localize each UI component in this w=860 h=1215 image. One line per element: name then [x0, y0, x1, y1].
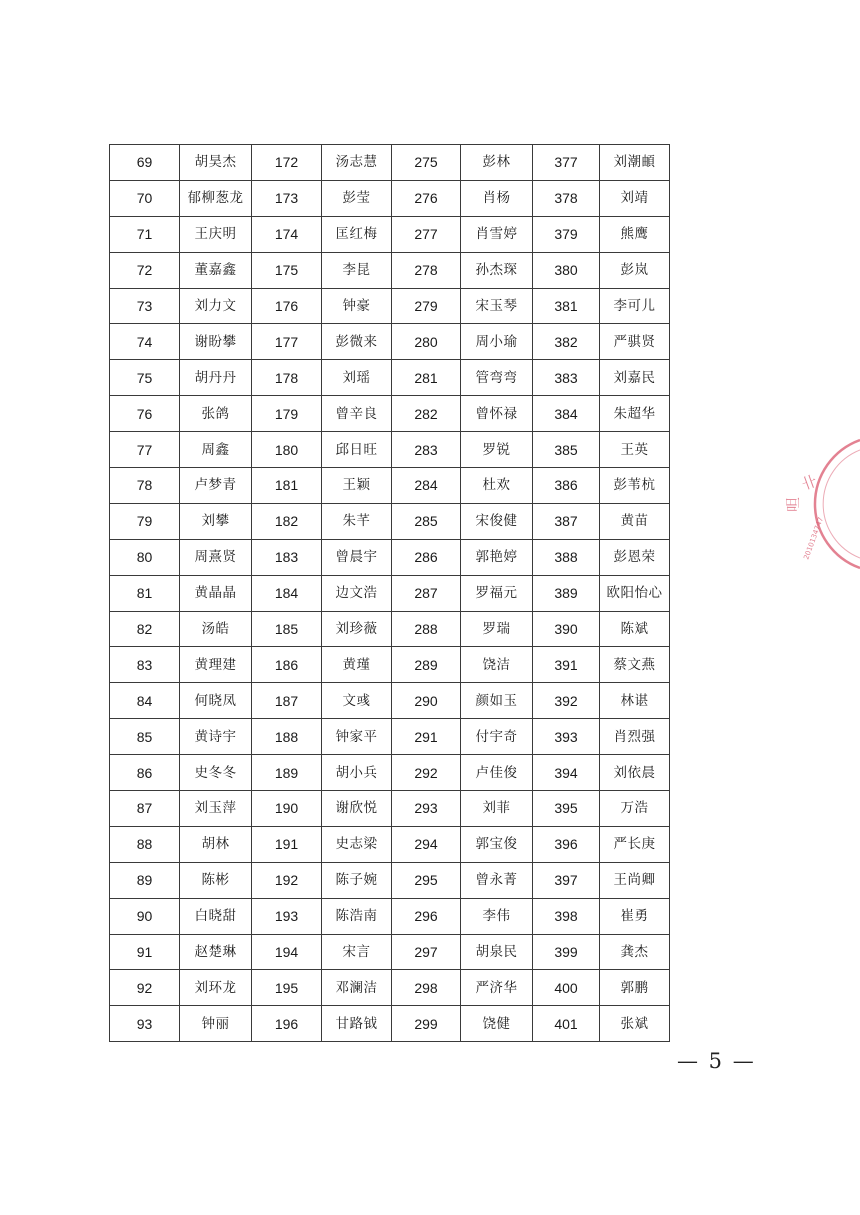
name-cell: 彭微来	[322, 324, 392, 360]
row-number-cell: 187	[252, 683, 322, 719]
name-cell: 王庆明	[180, 216, 252, 252]
table-row	[110, 503, 670, 539]
name-cell: 文彧	[322, 683, 392, 719]
name-cell: 刘嘉民	[600, 360, 670, 396]
row-number-cell: 299	[392, 1006, 461, 1042]
table-row	[110, 396, 670, 432]
name-cell: 边文浩	[322, 575, 392, 611]
row-number-cell: 180	[252, 432, 322, 468]
row-number-cell: 92	[110, 970, 180, 1006]
row-number-cell: 298	[392, 970, 461, 1006]
row-number-cell: 394	[533, 755, 600, 791]
name-cell: 黄理建	[180, 647, 252, 683]
name-cell: 邱日旺	[322, 432, 392, 468]
name-cell: 陈子婉	[322, 862, 392, 898]
row-number-cell: 179	[252, 396, 322, 432]
table-row	[110, 1006, 670, 1042]
row-number-cell: 80	[110, 539, 180, 575]
name-cell: 汤志慧	[322, 145, 392, 181]
row-number-cell: 172	[252, 145, 322, 181]
table-row	[110, 683, 670, 719]
row-number-cell: 283	[392, 432, 461, 468]
name-cell: 胡丹丹	[180, 360, 252, 396]
svg-text:卝: 卝	[799, 471, 820, 494]
row-number-cell: 88	[110, 826, 180, 862]
name-cell: 邓澜洁	[322, 970, 392, 1006]
table-row	[110, 970, 670, 1006]
name-cell: 曾永菁	[461, 862, 533, 898]
roster-table	[109, 144, 670, 1042]
row-number-cell: 285	[392, 503, 461, 539]
name-cell: 刘攀	[180, 503, 252, 539]
row-number-cell: 191	[252, 826, 322, 862]
table-row	[110, 898, 670, 934]
name-cell: 颜如玉	[461, 683, 533, 719]
row-number-cell: 75	[110, 360, 180, 396]
row-number-cell: 185	[252, 611, 322, 647]
row-number-cell: 82	[110, 611, 180, 647]
table-row	[110, 934, 670, 970]
name-cell: 罗锐	[461, 432, 533, 468]
row-number-cell: 277	[392, 216, 461, 252]
name-cell: 彭苇杭	[600, 468, 670, 504]
row-number-cell: 378	[533, 180, 600, 216]
row-number-cell: 279	[392, 288, 461, 324]
row-number-cell: 89	[110, 862, 180, 898]
row-number-cell: 177	[252, 324, 322, 360]
name-cell: 彭林	[461, 145, 533, 181]
row-number-cell: 178	[252, 360, 322, 396]
svg-text:2010134747: 2010134747	[802, 516, 826, 561]
name-cell: 朱芊	[322, 503, 392, 539]
name-cell: 宋玉琴	[461, 288, 533, 324]
row-number-cell: 296	[392, 898, 461, 934]
table-row	[110, 216, 670, 252]
name-cell: 刘潮頔	[600, 145, 670, 181]
name-cell: 张鸽	[180, 396, 252, 432]
name-cell: 刘力文	[180, 288, 252, 324]
name-cell: 郭宝俊	[461, 826, 533, 862]
name-cell: 胡昊杰	[180, 145, 252, 181]
table-row	[110, 468, 670, 504]
name-cell: 董嘉鑫	[180, 252, 252, 288]
table-row	[110, 791, 670, 827]
row-number-cell: 192	[252, 862, 322, 898]
table-row	[110, 575, 670, 611]
name-cell: 汤皓	[180, 611, 252, 647]
row-number-cell: 71	[110, 216, 180, 252]
name-cell: 严济华	[461, 970, 533, 1006]
row-number-cell: 397	[533, 862, 600, 898]
name-cell: 赵楚琳	[180, 934, 252, 970]
name-cell: 林谌	[600, 683, 670, 719]
row-number-cell: 90	[110, 898, 180, 934]
name-cell: 罗福元	[461, 575, 533, 611]
name-cell: 李昆	[322, 252, 392, 288]
name-cell: 刘靖	[600, 180, 670, 216]
name-cell: 曾怀禄	[461, 396, 533, 432]
row-number-cell: 72	[110, 252, 180, 288]
row-number-cell: 77	[110, 432, 180, 468]
table-row	[110, 862, 670, 898]
name-cell: 宋言	[322, 934, 392, 970]
name-cell: 曾晨宇	[322, 539, 392, 575]
row-number-cell: 78	[110, 468, 180, 504]
row-number-cell: 381	[533, 288, 600, 324]
table-row	[110, 288, 670, 324]
table-row	[110, 252, 670, 288]
row-number-cell: 284	[392, 468, 461, 504]
table-row	[110, 719, 670, 755]
name-cell: 周熹贤	[180, 539, 252, 575]
name-cell: 周鑫	[180, 432, 252, 468]
row-number-cell: 79	[110, 503, 180, 539]
name-cell: 黄瑾	[322, 647, 392, 683]
row-number-cell: 392	[533, 683, 600, 719]
row-number-cell: 385	[533, 432, 600, 468]
row-number-cell: 290	[392, 683, 461, 719]
name-cell: 黄晶晶	[180, 575, 252, 611]
name-cell: 卢梦青	[180, 468, 252, 504]
row-number-cell: 276	[392, 180, 461, 216]
row-number-cell: 194	[252, 934, 322, 970]
name-cell: 卢佳俊	[461, 755, 533, 791]
name-cell: 胡泉民	[461, 934, 533, 970]
row-number-cell: 383	[533, 360, 600, 396]
row-number-cell: 288	[392, 611, 461, 647]
name-cell: 陈彬	[180, 862, 252, 898]
name-cell: 罗瑞	[461, 611, 533, 647]
name-cell: 欧阳怡心	[600, 575, 670, 611]
name-cell: 万浩	[600, 791, 670, 827]
row-number-cell: 174	[252, 216, 322, 252]
row-number-cell: 280	[392, 324, 461, 360]
row-number-cell: 295	[392, 862, 461, 898]
table-row	[110, 432, 670, 468]
row-number-cell: 70	[110, 180, 180, 216]
row-number-cell: 190	[252, 791, 322, 827]
name-cell: 崔勇	[600, 898, 670, 934]
row-number-cell: 386	[533, 468, 600, 504]
name-cell: 严骐贤	[600, 324, 670, 360]
name-cell: 熊鹰	[600, 216, 670, 252]
name-cell: 孙杰琛	[461, 252, 533, 288]
name-cell: 史志梁	[322, 826, 392, 862]
name-cell: 胡小兵	[322, 755, 392, 791]
table-row	[110, 180, 670, 216]
name-cell: 陈浩南	[322, 898, 392, 934]
name-cell: 刘珍薇	[322, 611, 392, 647]
name-cell: 蔡文燕	[600, 647, 670, 683]
row-number-cell: 289	[392, 647, 461, 683]
row-number-cell: 275	[392, 145, 461, 181]
name-cell: 钟丽	[180, 1006, 252, 1042]
name-cell: 匡红梅	[322, 216, 392, 252]
row-number-cell: 287	[392, 575, 461, 611]
row-number-cell: 186	[252, 647, 322, 683]
table-row	[110, 324, 670, 360]
name-cell: 刘瑶	[322, 360, 392, 396]
row-number-cell: 382	[533, 324, 600, 360]
name-cell: 胡林	[180, 826, 252, 862]
row-number-cell: 87	[110, 791, 180, 827]
row-number-cell: 379	[533, 216, 600, 252]
row-number-cell: 393	[533, 719, 600, 755]
name-cell: 郭艳婷	[461, 539, 533, 575]
name-cell: 龚杰	[600, 934, 670, 970]
row-number-cell: 188	[252, 719, 322, 755]
row-number-cell: 278	[392, 252, 461, 288]
row-number-cell: 84	[110, 683, 180, 719]
name-cell: 肖雪婷	[461, 216, 533, 252]
row-number-cell: 189	[252, 755, 322, 791]
row-number-cell: 388	[533, 539, 600, 575]
row-number-cell: 293	[392, 791, 461, 827]
page-number: — 5 —	[677, 1049, 756, 1073]
row-number-cell: 183	[252, 539, 322, 575]
row-number-cell: 69	[110, 145, 180, 181]
row-number-cell: 181	[252, 468, 322, 504]
row-number-cell: 193	[252, 898, 322, 934]
row-number-cell: 384	[533, 396, 600, 432]
name-cell: 彭岚	[600, 252, 670, 288]
row-number-cell: 184	[252, 575, 322, 611]
row-number-cell: 294	[392, 826, 461, 862]
row-number-cell: 73	[110, 288, 180, 324]
name-cell: 肖烈强	[600, 719, 670, 755]
name-cell: 钟家平	[322, 719, 392, 755]
name-cell: 杜欢	[461, 468, 533, 504]
row-number-cell: 391	[533, 647, 600, 683]
name-cell: 张斌	[600, 1006, 670, 1042]
name-cell: 管弯弯	[461, 360, 533, 396]
name-cell: 饶健	[461, 1006, 533, 1042]
name-cell: 何晓凤	[180, 683, 252, 719]
name-cell: 刘环龙	[180, 970, 252, 1006]
row-number-cell: 399	[533, 934, 600, 970]
name-cell: 付宇奇	[461, 719, 533, 755]
row-number-cell: 400	[533, 970, 600, 1006]
table-row	[110, 145, 670, 181]
row-number-cell: 83	[110, 647, 180, 683]
name-cell: 陈斌	[600, 611, 670, 647]
name-cell: 谢欣悦	[322, 791, 392, 827]
row-number-cell: 292	[392, 755, 461, 791]
row-number-cell: 173	[252, 180, 322, 216]
name-cell: 彭恩荣	[600, 539, 670, 575]
row-number-cell: 297	[392, 934, 461, 970]
name-cell: 刘依晨	[600, 755, 670, 791]
name-cell: 郭鹏	[600, 970, 670, 1006]
name-cell: 李伟	[461, 898, 533, 934]
name-cell: 王尚卿	[600, 862, 670, 898]
table-row	[110, 360, 670, 396]
name-cell: 彭莹	[322, 180, 392, 216]
row-number-cell: 175	[252, 252, 322, 288]
name-cell: 刘玉萍	[180, 791, 252, 827]
name-cell: 谢盼攀	[180, 324, 252, 360]
name-cell: 李可儿	[600, 288, 670, 324]
row-number-cell: 91	[110, 934, 180, 970]
name-cell: 史冬冬	[180, 755, 252, 791]
official-seal-stamp	[768, 432, 860, 572]
svg-text:呾: 呾	[784, 496, 802, 512]
row-number-cell: 396	[533, 826, 600, 862]
row-number-cell: 74	[110, 324, 180, 360]
name-cell: 宋俊健	[461, 503, 533, 539]
name-cell: 黄苗	[600, 503, 670, 539]
row-number-cell: 81	[110, 575, 180, 611]
table-row	[110, 826, 670, 862]
row-number-cell: 176	[252, 288, 322, 324]
name-cell: 王颖	[322, 468, 392, 504]
row-number-cell: 86	[110, 755, 180, 791]
row-number-cell: 93	[110, 1006, 180, 1042]
table-row	[110, 611, 670, 647]
table-row	[110, 755, 670, 791]
row-number-cell: 390	[533, 611, 600, 647]
row-number-cell: 195	[252, 970, 322, 1006]
row-number-cell: 286	[392, 539, 461, 575]
name-cell: 曾辛良	[322, 396, 392, 432]
name-cell: 肖杨	[461, 180, 533, 216]
table-row	[110, 647, 670, 683]
name-cell: 钟豪	[322, 288, 392, 324]
name-cell: 甘路钺	[322, 1006, 392, 1042]
name-cell: 王英	[600, 432, 670, 468]
row-number-cell: 389	[533, 575, 600, 611]
row-number-cell: 291	[392, 719, 461, 755]
row-number-cell: 182	[252, 503, 322, 539]
name-cell: 白晓甜	[180, 898, 252, 934]
name-cell: 朱超华	[600, 396, 670, 432]
row-number-cell: 387	[533, 503, 600, 539]
row-number-cell: 398	[533, 898, 600, 934]
name-cell: 黄诗宇	[180, 719, 252, 755]
seal-ring	[815, 440, 860, 568]
row-number-cell: 196	[252, 1006, 322, 1042]
name-cell: 周小瑜	[461, 324, 533, 360]
row-number-cell: 282	[392, 396, 461, 432]
table-row	[110, 539, 670, 575]
row-number-cell: 401	[533, 1006, 600, 1042]
row-number-cell: 76	[110, 396, 180, 432]
row-number-cell: 281	[392, 360, 461, 396]
name-cell: 刘菲	[461, 791, 533, 827]
roster-body	[110, 145, 670, 1042]
name-cell: 严长庚	[600, 826, 670, 862]
row-number-cell: 85	[110, 719, 180, 755]
row-number-cell: 377	[533, 145, 600, 181]
row-number-cell: 395	[533, 791, 600, 827]
row-number-cell: 380	[533, 252, 600, 288]
name-cell: 饶洁	[461, 647, 533, 683]
name-cell: 郁柳葱龙	[180, 180, 252, 216]
